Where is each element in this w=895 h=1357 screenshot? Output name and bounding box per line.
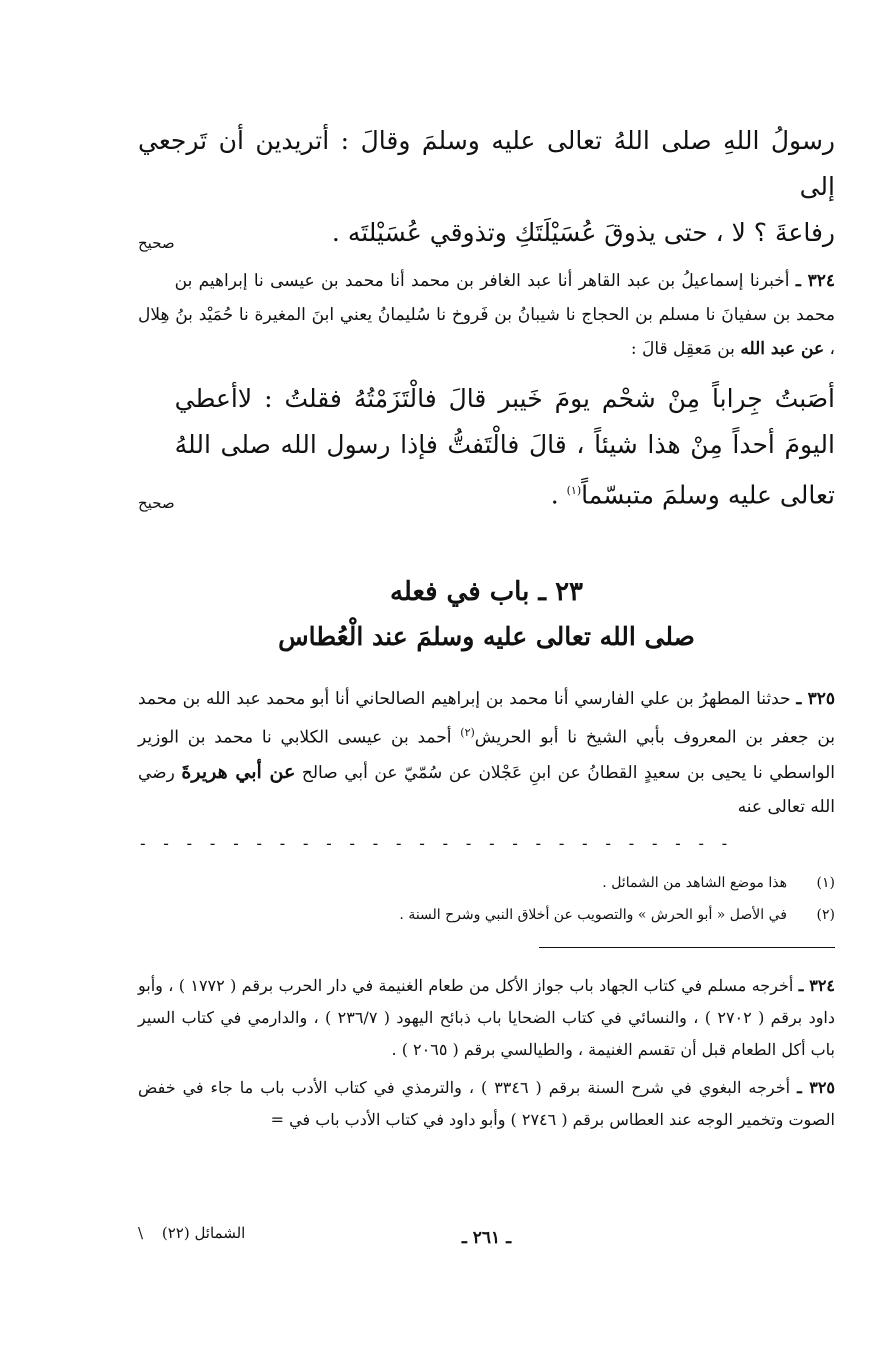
- signature-mark: [138, 1224, 245, 1242]
- matn-line: [138, 210, 835, 256]
- takhrij-item: [138, 1072, 835, 1136]
- takhrij-text: أخرجه مسلم في كتاب الجهاد باب جواز الأكل من طعام الغنيمة في دار الحرب برقم ( ١٧٧٢ ) ، وأبو داود برقم ( ٢٧٠٢ ) ، والنسائي في كتاب الضحايا باب ذبائح اليهود ( ٢٣٦/٧ ) ، والدارمي في كتاب السير باب أكل الطعام قبل أن تقسم الغنيمة ، والطيالسي برقم ( ٢٠٦٥ ) .: [138, 975, 836, 1059]
- signature-text: الشمائل (٢٢): [161, 1224, 246, 1242]
- document-page: [138, 118, 835, 1142]
- takhrij-text: أخرجه البغوي في شرح السنة برقم ( ٣٣٤٦ ) ، والترمذي في كتاب الأدب باب ما جاء في خفض الصوت وتخمير الوجه عند العطاس برقم ( ٢٧٤٦ ) وأبو داود في كتاب الأدب باب في =: [138, 1077, 835, 1129]
- isnad-text: بن مَعقِل قالَ :: [630, 339, 735, 359]
- signature-stroke: \: [138, 1224, 144, 1242]
- chapter-title: ٢٣ ـ باب في فعله: [389, 577, 583, 608]
- page-footer: [138, 1222, 835, 1252]
- footnote-text: هذا موضع الشاهد من الشمائل .: [602, 874, 787, 891]
- matn-line: رسولُ اللهِ صلى اللهُ تعالى عليه وسلمَ وقالَ : أتريدين أن تَرجعي إلى: [138, 126, 835, 201]
- takhrij-item: [138, 970, 835, 1066]
- hadith-324-matn: [138, 376, 835, 518]
- hadith-number: ٣٢٥ ـ: [796, 689, 835, 710]
- isnad-text: أخبرنا إسماعيلُ بن عبد القاهر أنا عبد الغافر بن محمد أنا محمد بن عيسى نا إبراهيم بن محمد بن سفيانَ نا مسلم بن الحجاج نا شيبانُ بن فَروخ نا سُليمانُ يعني ابنَ المغيرة نا حُمَيْد بنُ هِلال ،: [138, 271, 835, 359]
- isnad-text: أحمد بن عيسى الكلابي نا محمد بن الوزير الواسطي نا يحيى بن سعيدٍ القطانُ عن ابنِ عَجْلان عن سُمّيّ عن أبي صالح: [138, 727, 836, 783]
- hadith-324-isnad: [138, 264, 835, 366]
- narrator-name: عن عبد الله: [740, 339, 825, 359]
- matn-text: رفاعةَ ؟ لا ، حتى يذوقَ عُسَيْلَتَكِ وتذوقي عُسَيْلتَه .: [331, 218, 835, 247]
- takhrij-number: ٣٢٤ ـ: [798, 975, 836, 995]
- page-number: ـ ٢٦١ ـ: [461, 1228, 512, 1248]
- narrator-name: عن أبي هريرةَ: [181, 760, 296, 783]
- matn-end: .: [550, 480, 567, 510]
- matn-text: أصَبتُ جِراباً مِنْ شحْم يومَ خَيبر قالَ فالْتَزَمْتُهُ فقلتُ : لاأعطي اليومَ أحداً مِنْ هذا شيئاً ، قالَ فالْتَفتُّ فإذا رسول الله صلى اللهُ تعالى عليه وسلمَ متبسّماً: [174, 384, 835, 510]
- chapter-subtitle: صلى الله تعالى عليه وسلمَ عند الْعُطاس: [278, 622, 695, 652]
- takhrij-notes: [138, 970, 835, 1136]
- footnote: [138, 867, 835, 899]
- footnote-ref[interactable]: (٢): [460, 726, 475, 740]
- footnote-number: (١): [816, 874, 835, 891]
- hadith-325-isnad: [138, 682, 835, 824]
- hadith-number: ٣٢٤ ـ: [795, 271, 836, 291]
- grade-label: صحيح: [138, 494, 175, 512]
- takhrij-number: ٣٢٥ ـ: [797, 1077, 835, 1097]
- dashed-separator: - - - - - - - - - - - - - - - - - - - - - - - - - -: [138, 833, 732, 853]
- footnote-rule: [539, 947, 835, 948]
- grade-label: صحيح: [138, 234, 175, 252]
- isnad-text: رضي الله تعالى عنه: [138, 762, 835, 817]
- footnote-number: (٢): [816, 906, 835, 923]
- footnote-text: في الأصل « أبو الحرش » والتصويب عن أخلاق النبي وشرح السنة .: [399, 906, 787, 923]
- footnote-ref[interactable]: (١): [566, 484, 582, 497]
- matn-continuation: [138, 118, 835, 256]
- footnote: [138, 899, 835, 931]
- footnotes: [138, 867, 835, 931]
- isnad-text: حدثنا المطهرُ بن علي الفارسي أنا محمد بن إبراهيم الصالحاني أنا أبو محمد عبد الله بن محمد بن جعفر بن المعروف بأبي الشيخ نا أبو الحريش: [138, 689, 835, 748]
